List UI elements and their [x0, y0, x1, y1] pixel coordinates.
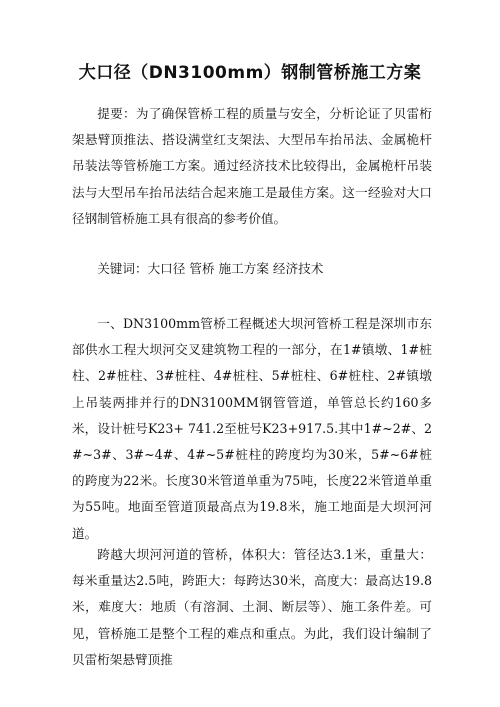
- document-title: 大口径（DN3100mm）钢制管桥施工方案: [78, 63, 422, 83]
- difficulty-paragraph: 跨越大坝河河道的管桥，体积大：管径达3.1米，重量大：每米重量达2.5吨，跨距大：每跨达30米，高度大：最高达19.8米，难度大：地质（有溶洞、土洞、断层等）、施工条件差。可见，管桥施工是整个工程的难点和重点。为此，我们设计编制了贝雷桁架悬臂顶推: [72, 547, 432, 667]
- overview-paragraph: 一、DN3100mm管桥工程概述大坝河管桥工程是深圳市东部供水工程大坝河交叉建筑物工程的一部分，在1#镇墩、1#桩柱、2#桩柱、3#桩柱、4#桩柱、5#桩柱、6#桩柱、2#镇墩上吊装两排并行的DN3100MM钢管管道，单管总长约160多米，设计桩号K23+ 741.2至桩号K23+917.5.其中1#~2#、2#~3#、3#~4#、4#~5#桩柱的跨度均为30米，5#~6#桩的跨度为22米。长度30米管道单重为75吨，长度22米管道单重为55吨。地面至管道顶最高点为19.8米，施工地面是大坝河河道。: [72, 316, 432, 541]
- abstract-paragraph: 提要：为了确保管桥工程的质量与安全，分析论证了贝雷桁架悬臂顶推法、搭设满堂红支架法、大型吊车抬吊法、金属桅杆吊装法等管桥施工方案。通过经济技术比较得出，金属桅杆吊装法与大型吊车抬吊法结合起来施工是最佳方案。这一经验对大口径钢制管桥施工具有很高的参考价值。: [72, 106, 432, 226]
- keywords-paragraph: 关键词：大口径 管桥 施工方案 经济技术: [97, 261, 324, 276]
